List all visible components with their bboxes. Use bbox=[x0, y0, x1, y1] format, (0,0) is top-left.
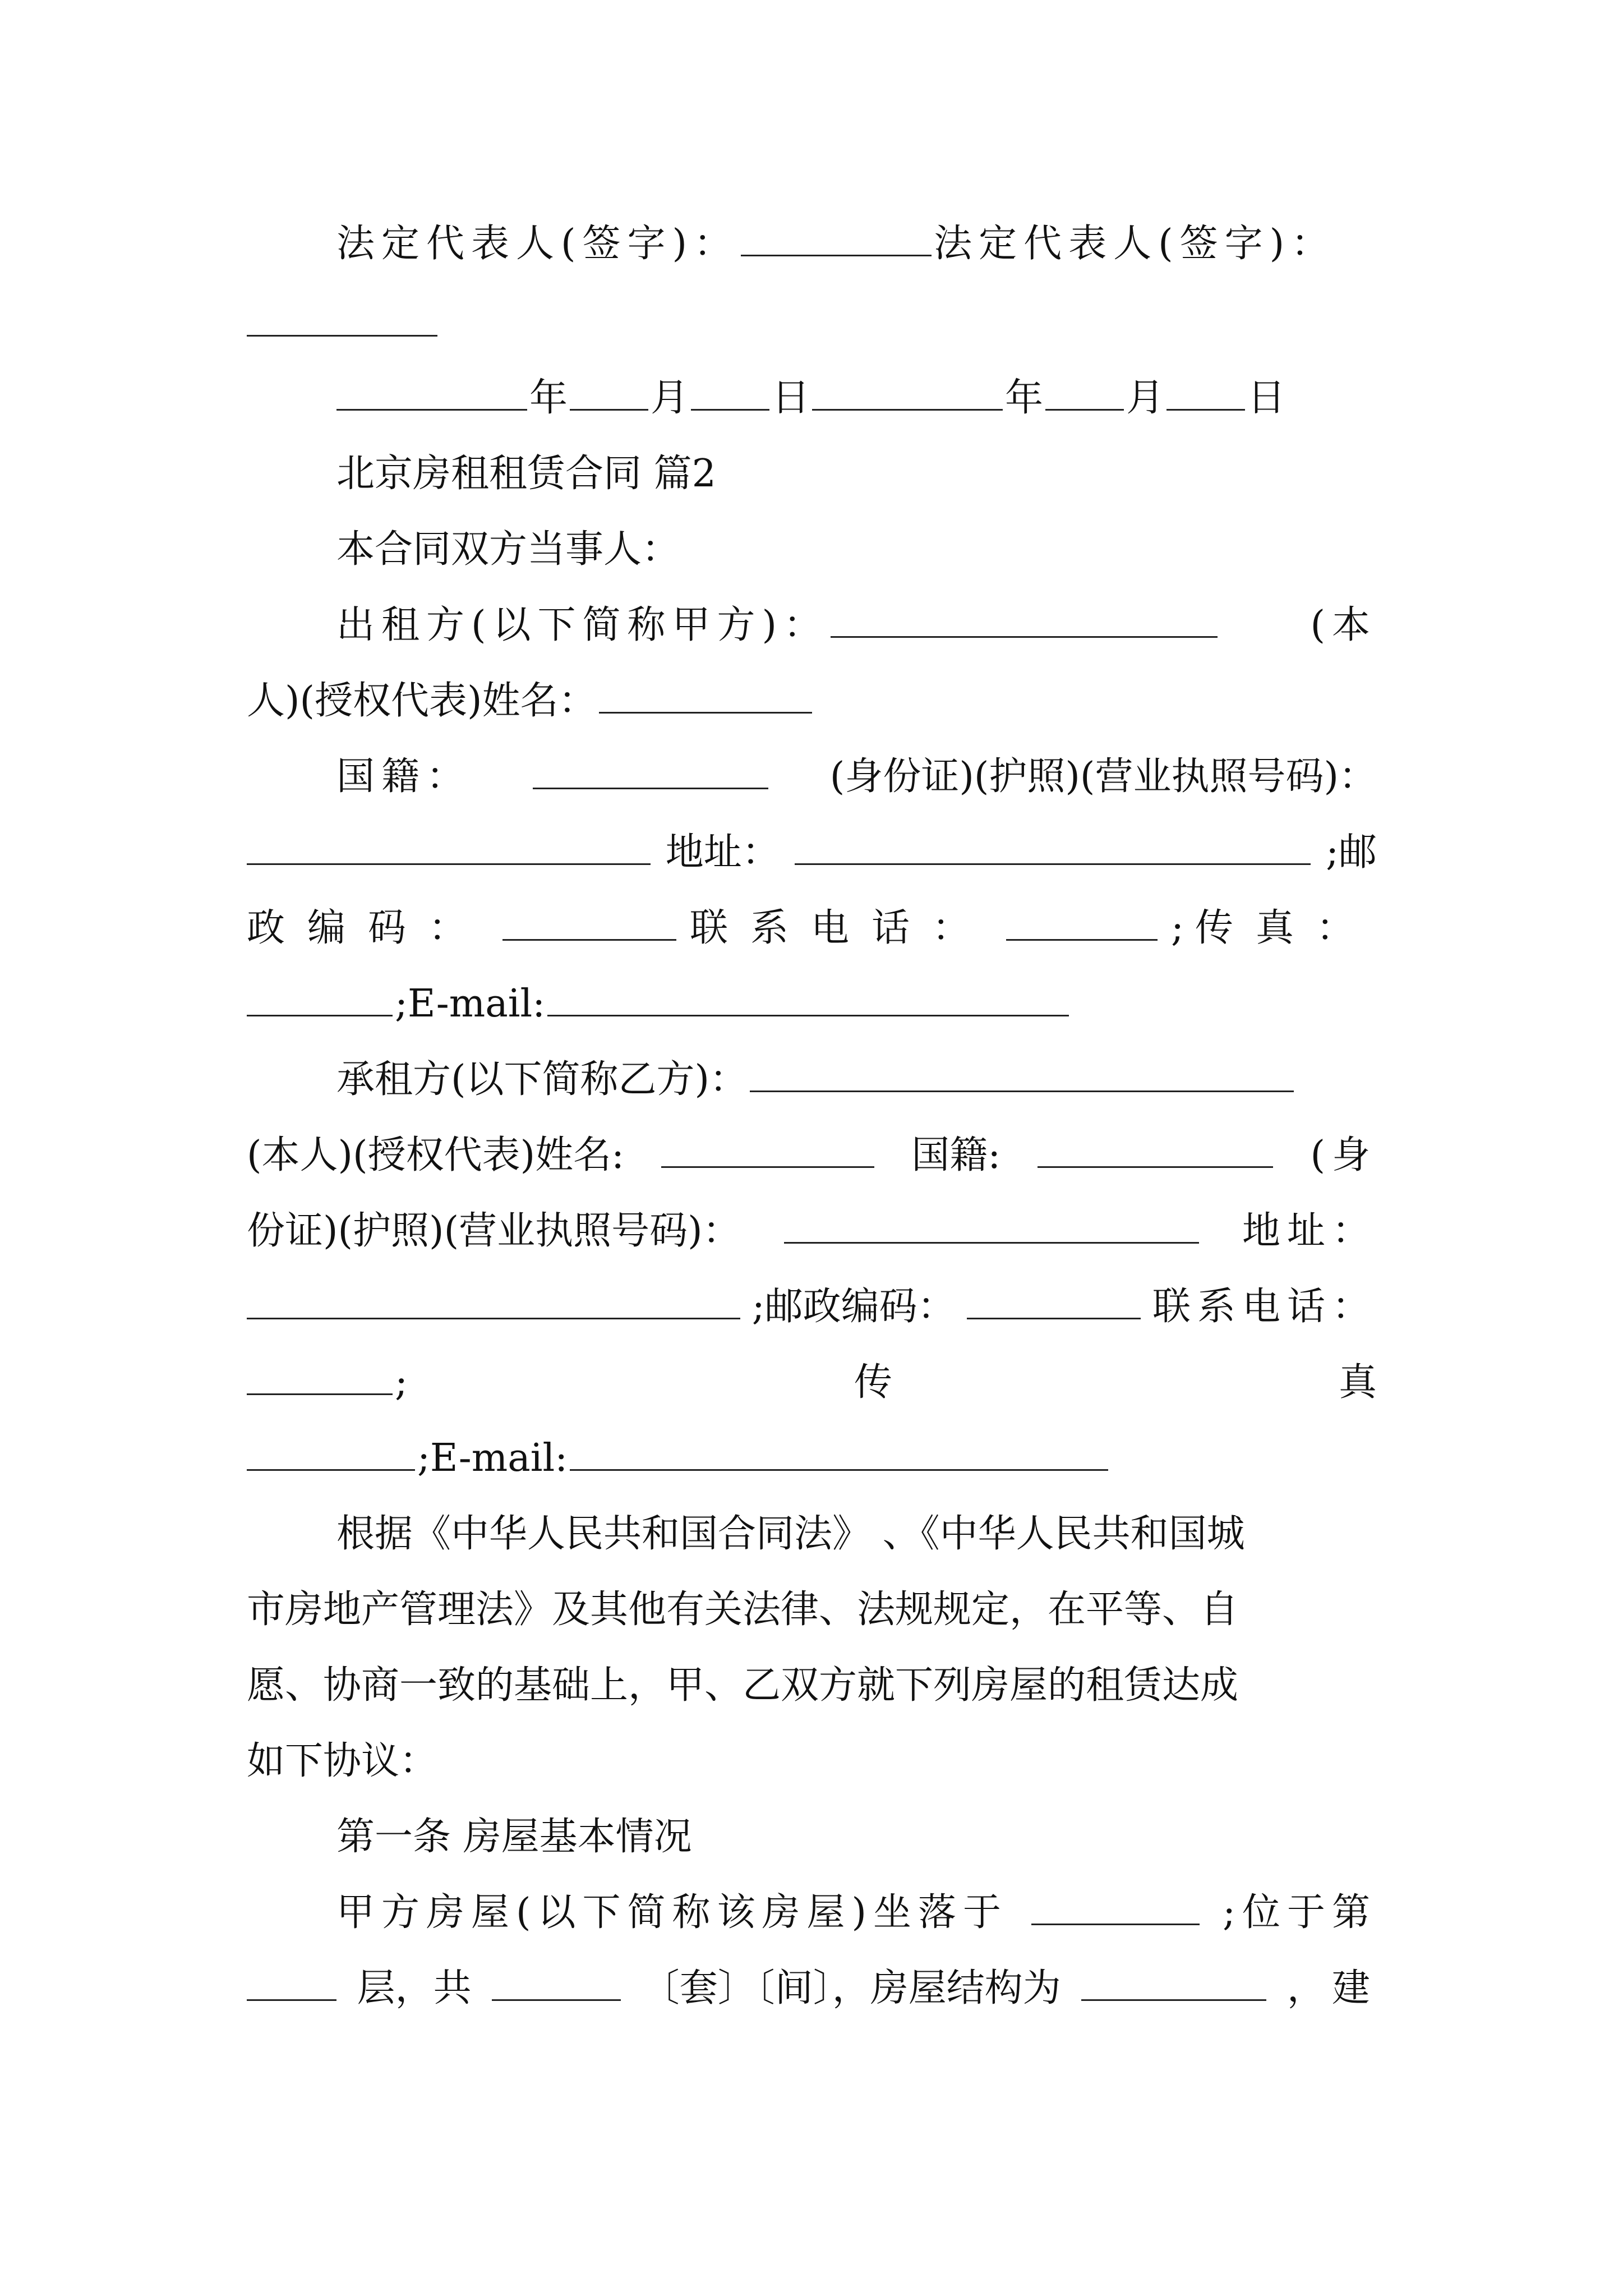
blank[interactable] bbox=[247, 1434, 415, 1471]
year-label-2: 年 bbox=[1005, 376, 1044, 420]
blank[interactable] bbox=[492, 1964, 621, 2001]
blank[interactable] bbox=[599, 677, 812, 714]
blank[interactable] bbox=[1006, 904, 1158, 941]
lessee-postcode-label: ;邮政编码： bbox=[751, 1285, 956, 1329]
lessor-self: (本 bbox=[1310, 603, 1377, 647]
basis-line-4 bbox=[247, 1733, 1377, 1789]
signature-line bbox=[336, 216, 1377, 272]
lessor-postcode-tail: ;邮 bbox=[1326, 830, 1377, 875]
article-1-text-a: 甲方房屋(以下简称该房屋)坐落于 bbox=[336, 1890, 1008, 1935]
article-1-line-2 bbox=[247, 1961, 1377, 2017]
lessor-line-6 bbox=[247, 976, 1377, 1032]
blank[interactable] bbox=[502, 904, 676, 941]
lessee-address-label: 地址： bbox=[1242, 1209, 1377, 1253]
lessor-email-label: ;E-mail: bbox=[395, 982, 546, 1026]
blank[interactable] bbox=[741, 220, 932, 256]
basis-text-3: 愿、协商一致的基础上，甲、乙双方就下列房屋的租赁达成 bbox=[247, 1663, 1239, 1708]
lessee-id-start: (身 bbox=[1310, 1133, 1377, 1177]
lessor-line-3 bbox=[336, 749, 1377, 805]
heading-text: 北京房租租赁合同 篇2 bbox=[336, 452, 716, 496]
blank[interactable] bbox=[247, 300, 437, 337]
article-1-text-c: 层，共 bbox=[357, 1966, 472, 2010]
basis-line-1 bbox=[336, 1506, 1377, 1562]
blank[interactable] bbox=[661, 1131, 874, 1168]
blank[interactable] bbox=[1166, 374, 1245, 411]
article-1-title-text: 第一条 房屋基本情况 bbox=[336, 1815, 692, 1859]
blank[interactable] bbox=[547, 980, 1069, 1016]
lessee-line-5 bbox=[247, 1355, 1377, 1411]
basis-line-2 bbox=[247, 1582, 1377, 1638]
lessee-line-2 bbox=[247, 1128, 1377, 1184]
lessor-id-label: (身份证)(护照)(营业执照号码)： bbox=[829, 754, 1377, 799]
article-1-title bbox=[336, 1809, 1377, 1865]
blank[interactable] bbox=[967, 1283, 1141, 1319]
lessor-line-1 bbox=[336, 597, 1377, 654]
parties-intro bbox=[336, 522, 1377, 578]
lessee-line-1 bbox=[336, 1052, 1377, 1108]
day-label: 日 bbox=[772, 376, 810, 420]
lessee-email-label: ;E-mail: bbox=[417, 1436, 568, 1480]
section-heading bbox=[336, 446, 1377, 502]
lessee-semi: ; bbox=[395, 1360, 408, 1405]
basis-line-3 bbox=[247, 1658, 1377, 1714]
lessee-phone-label: 联系电话： bbox=[1152, 1285, 1377, 1329]
lessee-line-3 bbox=[247, 1203, 1377, 1259]
rep-b-label: 法定代表人(签字)： bbox=[934, 222, 1336, 266]
blank[interactable] bbox=[570, 1434, 1108, 1471]
blank[interactable] bbox=[247, 1359, 393, 1395]
lessor-line-5 bbox=[247, 900, 1377, 956]
basis-text-2: 市房地产管理法》及其他有关法律、法规规定，在平等、自 bbox=[247, 1588, 1239, 1632]
month-label: 月 bbox=[651, 376, 689, 420]
day-label-2: 日 bbox=[1247, 376, 1286, 420]
lessee-line-4 bbox=[247, 1279, 1377, 1335]
lessor-fax-label: 传真： bbox=[1195, 906, 1377, 950]
date-line bbox=[336, 370, 1377, 426]
lessor-label: 出租方(以下简称甲方)： bbox=[336, 603, 829, 647]
blank[interactable] bbox=[336, 374, 527, 411]
lessee-line-6 bbox=[247, 1430, 1377, 1487]
lessor-nationality-label: 国籍： bbox=[336, 754, 472, 799]
blank[interactable] bbox=[247, 1283, 740, 1319]
lessee-name-label: (本人)(授权代表)姓名: bbox=[247, 1133, 625, 1177]
article-1-text-e: ，建 bbox=[1287, 1966, 1377, 2010]
basis-text-1: 根据《中华人民共和国合同法》 、《中华人民共和国城 bbox=[336, 1512, 1245, 1556]
blank[interactable] bbox=[247, 980, 393, 1016]
lessor-semi: ; bbox=[1171, 906, 1184, 950]
blank[interactable] bbox=[784, 1207, 1199, 1244]
year-label: 年 bbox=[529, 376, 568, 420]
lessee-fax-b: 真 bbox=[1338, 1360, 1377, 1405]
lessor-name-label: 人)(授权代表)姓名： bbox=[247, 679, 597, 723]
lessee-id-label: 份证)(护照)(营业执照号码)： bbox=[247, 1209, 741, 1253]
blank[interactable] bbox=[1081, 1964, 1266, 2001]
article-1-text-b: ;位于第 bbox=[1223, 1890, 1377, 1935]
blank[interactable] bbox=[247, 829, 651, 865]
blank[interactable] bbox=[570, 374, 648, 411]
month-label-2: 月 bbox=[1126, 376, 1165, 420]
blank[interactable] bbox=[1038, 1131, 1273, 1168]
lessor-postcode-label: 政编码： bbox=[247, 906, 490, 950]
signature-blank-line bbox=[247, 300, 1377, 356]
lessee-nationality-label: 国籍: bbox=[911, 1133, 1001, 1177]
lessee-label: 承租方(以下简称乙方)： bbox=[336, 1057, 748, 1102]
blank[interactable] bbox=[247, 1964, 336, 2001]
blank[interactable] bbox=[812, 374, 1003, 411]
basis-text-4: 如下协议： bbox=[247, 1739, 438, 1783]
rep-a-label: 法定代表人(签字)： bbox=[336, 222, 739, 266]
article-1-text-d: 〔套〕〔间〕，房屋结构为 bbox=[641, 1966, 1061, 2010]
lessor-line-2 bbox=[247, 673, 1377, 729]
blank[interactable] bbox=[750, 1056, 1294, 1092]
lessee-fax-a: 传 bbox=[854, 1360, 892, 1405]
parties-intro-text: 本合同双方当事人： bbox=[336, 527, 680, 572]
article-1-line-1 bbox=[336, 1885, 1377, 1941]
lessor-line-4 bbox=[247, 825, 1377, 881]
lessor-address-label: 地址： bbox=[665, 830, 780, 875]
lessor-phone-label: 联系电话： bbox=[690, 906, 993, 950]
blank[interactable] bbox=[1045, 374, 1124, 411]
blank[interactable] bbox=[831, 601, 1218, 638]
blank[interactable] bbox=[1031, 1889, 1200, 1925]
blank[interactable] bbox=[533, 753, 768, 789]
blank[interactable] bbox=[691, 374, 769, 411]
blank[interactable] bbox=[795, 829, 1311, 865]
